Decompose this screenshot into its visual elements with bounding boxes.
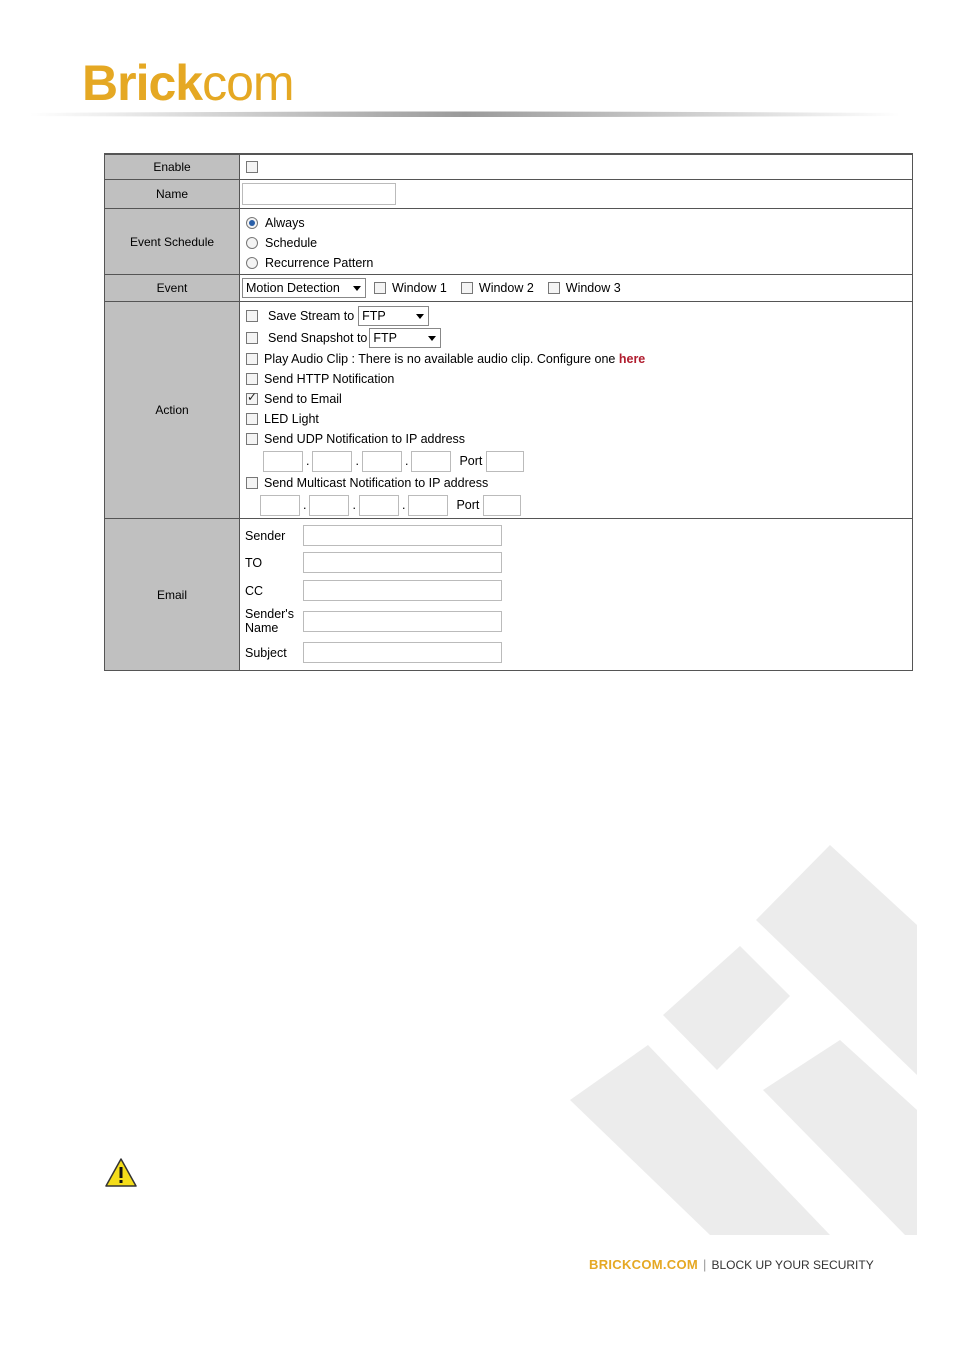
udp-notification-label: Send UDP Notification to IP address [264,432,466,446]
schedule-schedule-radio[interactable] [246,237,258,249]
row-action [105,301,912,518]
udp-ip-dot: . [355,454,359,468]
multicast-ip-dot: . [401,498,406,512]
chevron-down-icon [416,314,424,319]
schedule-always-radio[interactable] [246,217,258,229]
udp-port-input[interactable] [486,451,524,472]
udp-ip-octet-2[interactable] [312,451,352,472]
save-stream-value: FTP [362,309,386,323]
window-2-label: Window 2 [478,281,534,295]
led-light-checkbox[interactable] [246,413,258,425]
play-audio-label: Play Audio Clip : There is no available audio clip. Configure one [264,352,619,366]
footer-separator: | [703,1257,707,1272]
configure-audio-link[interactable]: here [618,352,646,366]
subject-label: Subject [245,645,287,660]
cc-label: CC [245,583,264,598]
http-notification-label: Send HTTP Notification [264,372,395,386]
to-label: TO [245,555,263,570]
name-input[interactable] [242,183,396,205]
brick-watermark [560,840,920,1240]
event-settings-form [104,153,913,671]
multicast-port-input[interactable] [483,495,521,516]
sender-input[interactable] [303,525,502,546]
multicast-ip-group [246,493,912,517]
footer [589,1257,874,1273]
logo-text-bold: Brick [82,55,203,111]
multicast-ip-dot: . [303,498,307,512]
multicast-ip-dot: . [352,498,356,512]
row-event [105,274,912,301]
name-label: Name [105,180,240,208]
send-snapshot-select[interactable] [369,328,441,348]
send-snapshot-checkbox[interactable] [246,332,258,344]
to-input[interactable] [303,552,502,573]
udp-ip-dot: . [306,454,310,468]
multicast-ip-octet-4[interactable] [408,495,448,516]
multicast-ip-octet-3[interactable] [359,495,399,516]
window-1-checkbox[interactable] [374,282,386,294]
save-stream-label: Save Stream to [268,309,355,323]
udp-ip-octet-3[interactable] [362,451,402,472]
window-3-label: Window 3 [565,281,621,295]
event-label: Event [105,275,240,301]
multicast-notification-label: Send Multicast Notification to IP address [264,476,489,490]
window-2-checkbox[interactable] [461,282,473,294]
udp-ip-octet-1[interactable] [263,451,303,472]
send-snapshot-value: FTP [373,331,397,345]
schedule-recurrence-radio[interactable] [246,257,258,269]
warning-icon [104,1157,138,1189]
multicast-port-label: Port [456,498,480,512]
email-label: Email [105,519,240,670]
row-event-schedule [105,208,912,274]
save-stream-select[interactable] [358,306,429,326]
footer-slogan: BLOCK UP YOUR SECURITY [711,1258,874,1272]
chevron-down-icon [353,286,361,291]
chevron-down-icon [428,336,436,341]
event-schedule-label: Event Schedule [105,209,240,274]
multicast-notification-checkbox[interactable] [246,477,258,489]
http-notification-checkbox[interactable] [246,373,258,385]
send-email-checkbox[interactable] [246,393,258,405]
sender-name-label: Sender's Name [245,607,294,635]
schedule-always-label: Always [265,216,305,230]
udp-ip-dot: . [404,454,409,468]
udp-notification-checkbox[interactable] [246,433,258,445]
cc-input[interactable] [303,580,502,601]
send-snapshot-label: Send Snapshot to [268,331,368,345]
multicast-ip-octet-1[interactable] [260,495,300,516]
subject-input[interactable] [303,642,502,663]
udp-ip-octet-4[interactable] [411,451,451,472]
send-email-label: Send to Email [264,392,342,406]
play-audio-checkbox[interactable] [246,353,258,365]
header-divider [30,110,900,120]
sender-label: Sender [245,528,286,543]
udp-port-label: Port [459,454,483,468]
row-email [105,518,912,670]
event-type-value: Motion Detection [246,281,340,295]
logo-text-light: com [202,55,294,111]
save-stream-checkbox[interactable] [246,310,258,322]
sender-name-input[interactable] [303,611,502,632]
led-light-label: LED Light [264,412,319,426]
schedule-schedule-label: Schedule [265,236,318,250]
row-enable [105,155,912,179]
row-name [105,179,912,208]
action-label: Action [105,302,240,518]
enable-checkbox[interactable] [246,161,258,173]
brickcom-logo [82,56,294,110]
multicast-ip-octet-2[interactable] [309,495,349,516]
window-1-label: Window 1 [392,281,447,295]
event-type-select[interactable] [242,278,366,298]
schedule-recurrence-label: Recurrence Pattern [265,256,374,270]
udp-ip-group [246,449,912,473]
window-3-checkbox[interactable] [548,282,560,294]
footer-site: BRICKCOM.COM [589,1257,699,1272]
enable-label: Enable [105,155,240,179]
